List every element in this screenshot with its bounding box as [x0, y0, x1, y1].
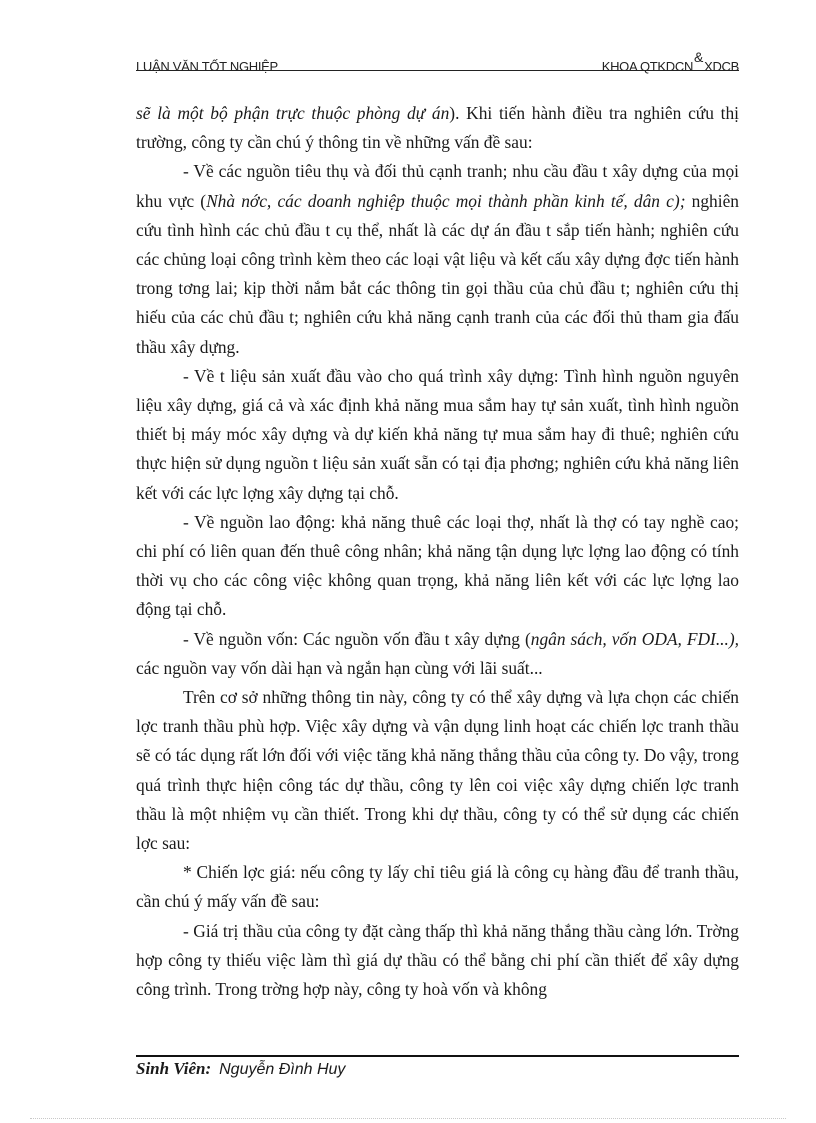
paragraph-3: - Về t liệu sản xuất đầu vào cho quá trình xây dựng: Tình hình nguồn nguyên liệu xây dựng, giá cả và xác định khả năng mua sắm hay tự sản xuất, tình hình nguồn thiết bị máy móc xây dựng và dự kiến khả năng tự mua sắm hay đi thuê; nghiên cứu thực hiện sử dụng nguồn t liệu sản xuất sẵn có tại địa phơng; nghiên cứu khả năng liên kết với các lực lợng xây dựng tại chỗ. [136, 365, 739, 503]
footer-student-label: Sinh Viên: [136, 1059, 212, 1078]
paragraph-5-text-b: các nguồn vay vốn dài hạn và ngắn hạn cùng với lãi suất... [136, 657, 543, 678]
paragraph-1-italic: sẽ là một bộ phận trực thuộc phòng dự án [136, 103, 450, 123]
paragraph-5-text-a: - Về nguồn vốn: Các nguồn vốn đầu t xây dựng ( [183, 628, 531, 649]
paragraph-1 [136, 99, 739, 157]
footer-divider [136, 1055, 739, 1057]
header-ampersand: & [694, 49, 704, 65]
paragraph-1-text: ). Khi tiến hành điều tra nghiên cứu thị trường, công ty cần chú ý thông tin về những vấn đề sau: [136, 103, 739, 153]
header-faculty [601, 49, 739, 74]
page-bottom-dotted-line [30, 1118, 786, 1119]
paragraph-5-italic: ngân sách, vốn ODA, FDI...), [530, 628, 739, 649]
page-header [136, 49, 739, 74]
paragraph-6: Trên cơ sở những thông tin này, công ty có thể xây dựng và lựa chọn các chiến lợc tranh thầu phù hợp. Việc xây dựng và vận dụng linh hoạt các chiến lợc tranh thầu sẽ có tác dụng rất lớn đối với việc tăng khả năng thắng thầu của công ty. Do vậy, trong quá trình thực hiện công tác dự thầu, công ty lên coi việc xây dựng chiến lợc tranh thầu là một nhiệm vụ cần thiết. Trong khi dự thầu, công ty có thể sử dụng các chiến lợc sau: [136, 687, 739, 854]
paragraph-8: - Giá trị thầu của công ty đặt càng thấp thì khả năng thắng thầu càng lớn. Trờng hợp công ty thiếu việc làm thì giá dự thầu có thể bằng chi phí cần thiết để xây dựng công trình. Trong trờng hợp này, công ty hoà vốn và không [136, 920, 739, 1000]
document-body [136, 99, 739, 1004]
header-faculty-name: KHOA QTKDCN [601, 59, 694, 74]
page-footer [136, 1059, 345, 1079]
paragraph-2-italic: Nhà nớc, các doanh nghiệp thuộc mọi thành phần kinh tế, dân c); [206, 190, 686, 211]
footer-student-name: Nguyễn Đình Huy [219, 1061, 346, 1078]
paragraph-7: * Chiến lợc giá: nếu công ty lấy chỉ tiêu giá là công cụ hàng đầu để tranh thầu, cần chú ý mấy vấn đề sau: [136, 862, 739, 912]
paragraph-2-text-a: - Về các nguồn tiêu thụ và đối thủ cạnh tranh; nhu cầu đầu t xây dựng của mọi khu vực ( [136, 161, 739, 211]
header-department: XDCB [704, 59, 739, 74]
header-thesis-title: LUẬN VĂN TỐT NGHIỆP [136, 59, 278, 74]
paragraph-4: - Về nguồn lao động: khả năng thuê các loại thợ, nhất là thợ có tay nghề cao; chi phí có liên quan đến thuê công nhân; khả năng tận dụng lực lợng lao động có tính thời vụ cho các công việc không quan trọng, khả năng liên kết với các lực lợng lao động tại chỗ. [136, 511, 739, 620]
paragraph-5 [136, 625, 739, 683]
paragraph-2 [136, 157, 739, 361]
paragraph-2-text-b: nghiên cứu tình hình các chủ đầu t cụ thể, nhất là các dự án đầu t sắp tiến hành; nghiên cứu các chủng loại công trình kèm theo các loại vật liệu và kết cấu xây dựng đợc tiến hành trong tơng lai; kịp thời nắm bắt các thông tin gọi thầu của chủ đầu t; nghiên cứu thị hiếu của các chủ đầu t; nghiên cứu khả năng cạnh tranh của các đối thủ tham gia đấu thầu xây dựng. [136, 190, 739, 357]
